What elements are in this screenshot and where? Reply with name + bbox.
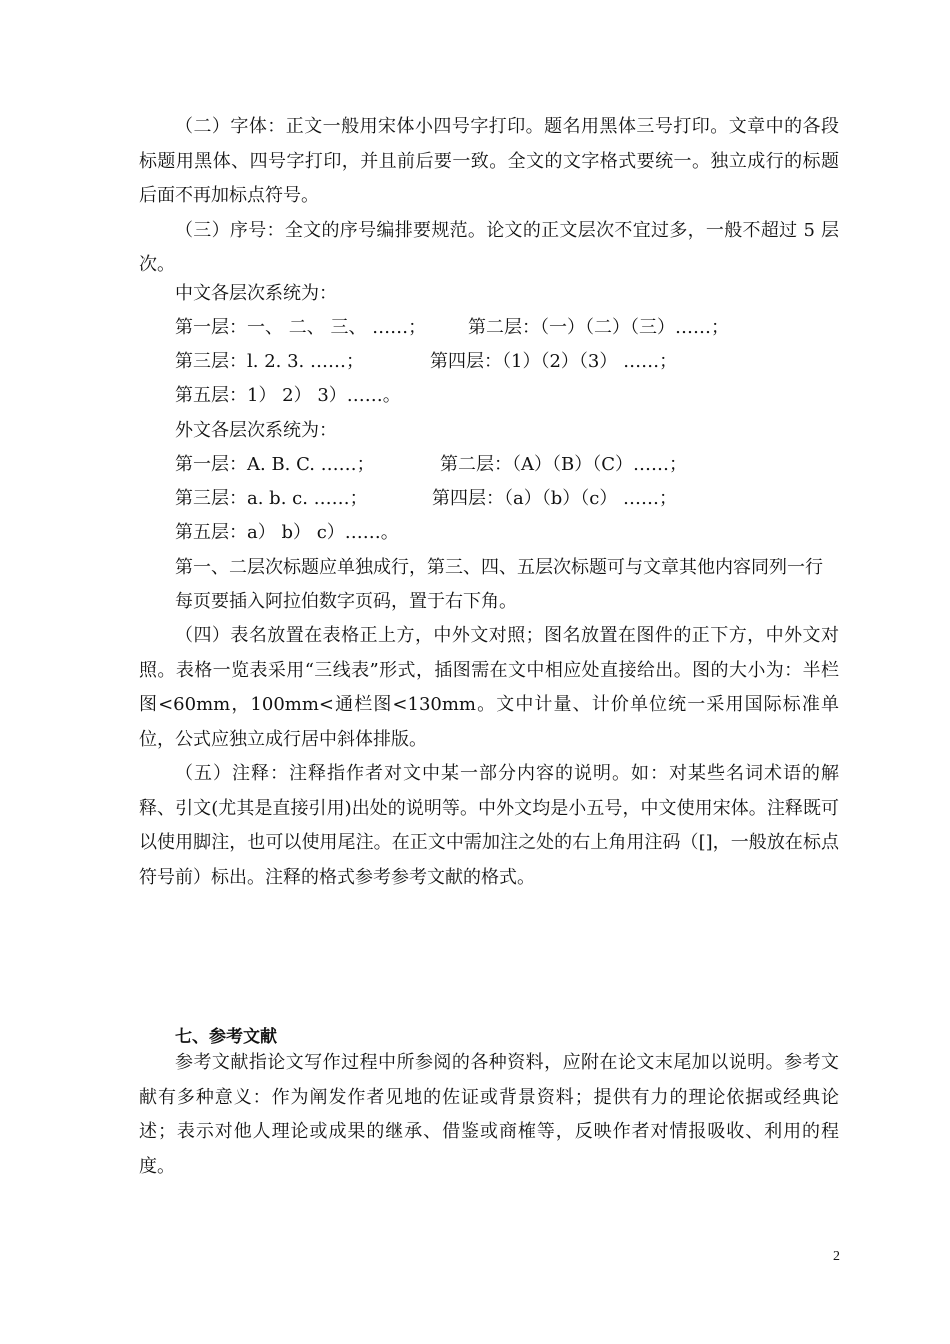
chinese-levels-intro: 中文各层次系统为： [175,283,337,304]
paragraph-serial: （三）序号：全文的序号编排要规范。论文的正文层次不宜过多，一般不超过 5 层次。 [139,219,839,275]
paragraph-fonts: （二）字体：正文一般用宋体小四号字打印。题名用黑体三号打印。文章中的各段标题用黑体、四号字打印，并且前后要一致。全文的文字格式要统一。独立成行的标题后面不再加标点符号。 [139,116,839,206]
page-number: 2 [833,1249,840,1264]
foreign-level-2: 第二层：（A）（B）（C）……； [440,454,687,475]
foreign-level-4: 第四层：（a）（b）（c） ……； [432,488,678,509]
paragraph-group-middle [139,619,839,895]
foreign-level-5: 第五层：a） b） c）……。 [175,522,399,543]
paragraph-group-top [139,110,839,283]
foreign-levels-intro: 外文各层次系统为： [175,420,337,441]
chinese-level-1: 第一层：一、 二、 三、 ……； [175,317,427,338]
references-heading: 七、参考文献 [175,1027,277,1047]
foreign-level-1: 第一层：A. B. C. ……； [175,454,375,475]
chinese-level-3: 第三层：l. 2. 3. ……； [175,351,364,372]
page-number-note: 每页要插入阿拉伯数字页码，置于右下角。 [175,591,517,612]
chinese-level-4: 第四层：（1）（2）（3） ……； [430,351,678,372]
foreign-level-3: 第三层：a. b. c. ……； [175,488,368,509]
paragraph-tables: （四）表名放置在表格正上方，中外文对照；图名放置在图件的正下方，中外文对照。表格一览表采用“三线表”形式，插图需在文中相应处直接给出。图的大小为：半栏图<60mm，100mm<通栏图<130mm。文中计量、计价单位统一采用国际标准单位，公式应独立成行居中斜体排版。 [139,625,839,750]
chinese-level-5: 第五层：1） 2） 3）……。 [175,385,401,406]
paragraph-notes: （五）注释：注释指作者对文中某一部分内容的说明。如：对某些名词术语的解释、引文(尤其是直接引用)出处的说明等。中外文均是小五号，中文使用宋体。注释既可以使用脚注，也可以使用尾注。在正文中需加注之处的右上角用注码（[]，一般放在标点符号前）标出。注释的格式参考参考文献的格式。 [139,763,839,888]
chinese-level-2: 第二层：（一）（二）（三）……； [468,317,729,338]
paragraph-references: 参考文献指论文写作过程中所参阅的各种资料，应附在论文末尾加以说明。参考文献有多种意义：作为阐发作者见地的佐证或背景资料；提供有力的理论依据或经典论述；表示对他人理论或成果的继承、借鉴或商榷等，反映作者对情报吸收、利用的程度。 [139,1052,839,1177]
paragraph-group-references [139,1046,839,1184]
level-note: 第一、二层次标题应单独成行，第三、四、五层次标题可与文章其他内容同列一行 [175,557,823,578]
